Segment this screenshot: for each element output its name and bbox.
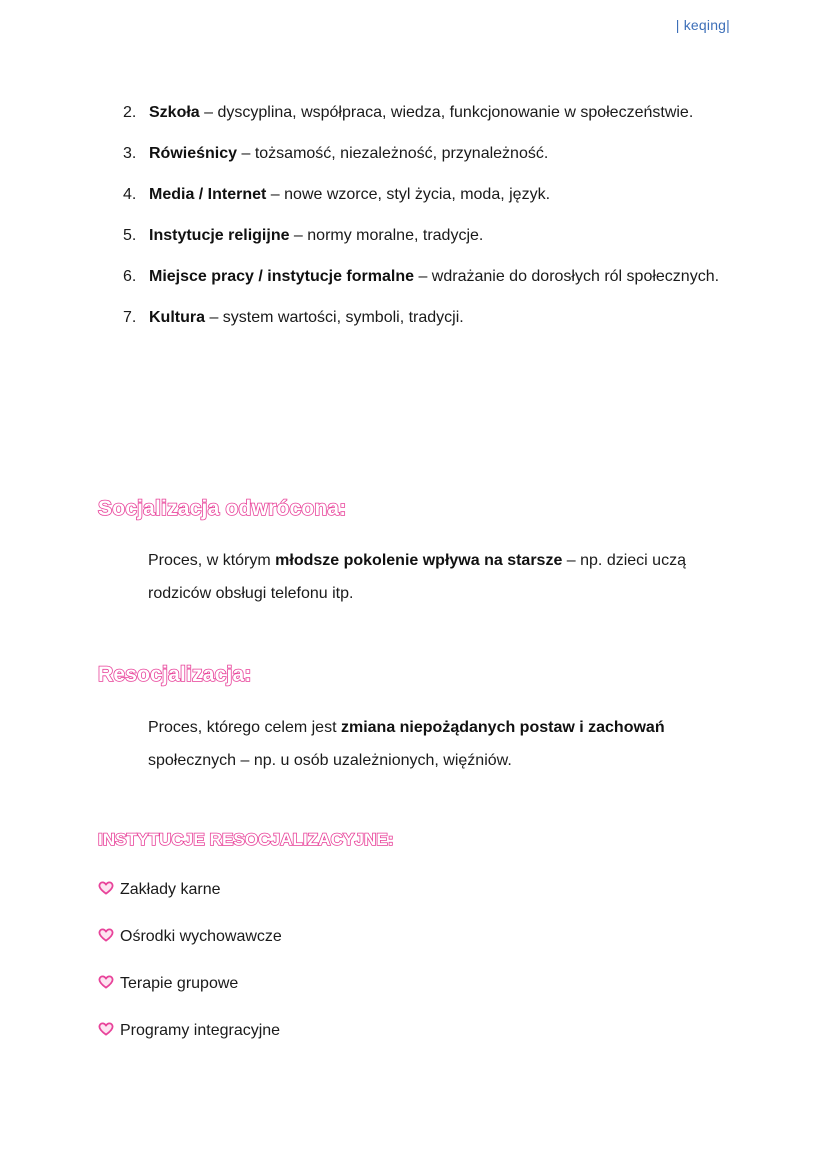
socjalizacja-odwrocona-paragraph bbox=[148, 544, 738, 610]
paragraph-emphasis: młodsze pokolenie wpływa na starsze bbox=[275, 552, 563, 569]
list-item-term: Szkoła bbox=[149, 104, 200, 121]
list-item-description: – nowe wzorce, styl życia, moda, język. bbox=[266, 186, 551, 203]
heart-icon bbox=[98, 881, 114, 895]
institution-label: Programy integracyjne bbox=[120, 1022, 281, 1039]
list-number: 7. bbox=[123, 309, 137, 326]
list-item bbox=[120, 179, 730, 210]
list-item-description: – tożsamość, niezależność, przynależność. bbox=[237, 145, 549, 162]
list-item bbox=[120, 138, 730, 169]
list-number: 6. bbox=[123, 268, 137, 285]
institutions-list bbox=[98, 875, 282, 1063]
list-number: 2. bbox=[123, 104, 137, 121]
list-item bbox=[98, 1016, 282, 1046]
list-item-term: Instytucje religijne bbox=[149, 227, 290, 244]
institution-label: Terapie grupowe bbox=[120, 975, 239, 992]
list-number: 3. bbox=[123, 145, 137, 162]
list-number: 4. bbox=[123, 186, 137, 203]
section-heading-resocjalizacja: Resocjalizacja: bbox=[98, 663, 252, 686]
section-heading-instytucje: INSTYTUCJE RESOCJALIZACYJNE: bbox=[98, 830, 394, 849]
list-item-term: Media / Internet bbox=[149, 186, 267, 203]
list-item bbox=[120, 261, 730, 292]
heart-icon bbox=[98, 1022, 114, 1036]
section-heading-socjalizacja-odwrocona: Socjalizacja odwrócona: bbox=[98, 497, 347, 520]
resocjalizacja-paragraph bbox=[148, 711, 738, 777]
list-item bbox=[98, 969, 282, 999]
list-item bbox=[120, 220, 730, 251]
paragraph-text: – np. dzieci uczą rodziców obsługi telefonu itp. bbox=[148, 552, 686, 602]
list-item-term: Miejsce pracy / instytucje formalne bbox=[149, 268, 414, 285]
paragraph-text: Proces, którego celem jest bbox=[148, 719, 341, 736]
heart-icon bbox=[98, 928, 114, 942]
list-item bbox=[98, 875, 282, 905]
list-item bbox=[120, 302, 730, 333]
list-item-description: – dyscyplina, współpraca, wiedza, funkcjonowanie w społeczeństwie. bbox=[199, 104, 694, 121]
heart-icon bbox=[98, 975, 114, 989]
paragraph-text: Proces, w którym bbox=[148, 552, 276, 569]
list-item-term: Rówieśnicy bbox=[149, 145, 238, 162]
list-item bbox=[120, 97, 730, 128]
header-tag: | keqing| bbox=[675, 17, 730, 33]
paragraph-emphasis: zmiana niepożądanych postaw i zachowań bbox=[340, 719, 665, 736]
paragraph-text: społecznych – np. u osób uzależnionych, więźniów. bbox=[148, 752, 512, 769]
list-item bbox=[98, 922, 282, 952]
list-number: 5. bbox=[123, 227, 137, 244]
socialization-agents-list bbox=[120, 97, 730, 343]
list-item-description: – system wartości, symboli, tradycji. bbox=[205, 309, 464, 326]
list-item-description: – normy moralne, tradycje. bbox=[289, 227, 484, 244]
institution-label: Zakłady karne bbox=[120, 881, 221, 898]
list-item-term: Kultura bbox=[149, 309, 205, 326]
list-item-description: – wdrażanie do dorosłych ról społecznych. bbox=[414, 268, 720, 285]
institution-label: Ośrodki wychowawcze bbox=[120, 928, 282, 945]
